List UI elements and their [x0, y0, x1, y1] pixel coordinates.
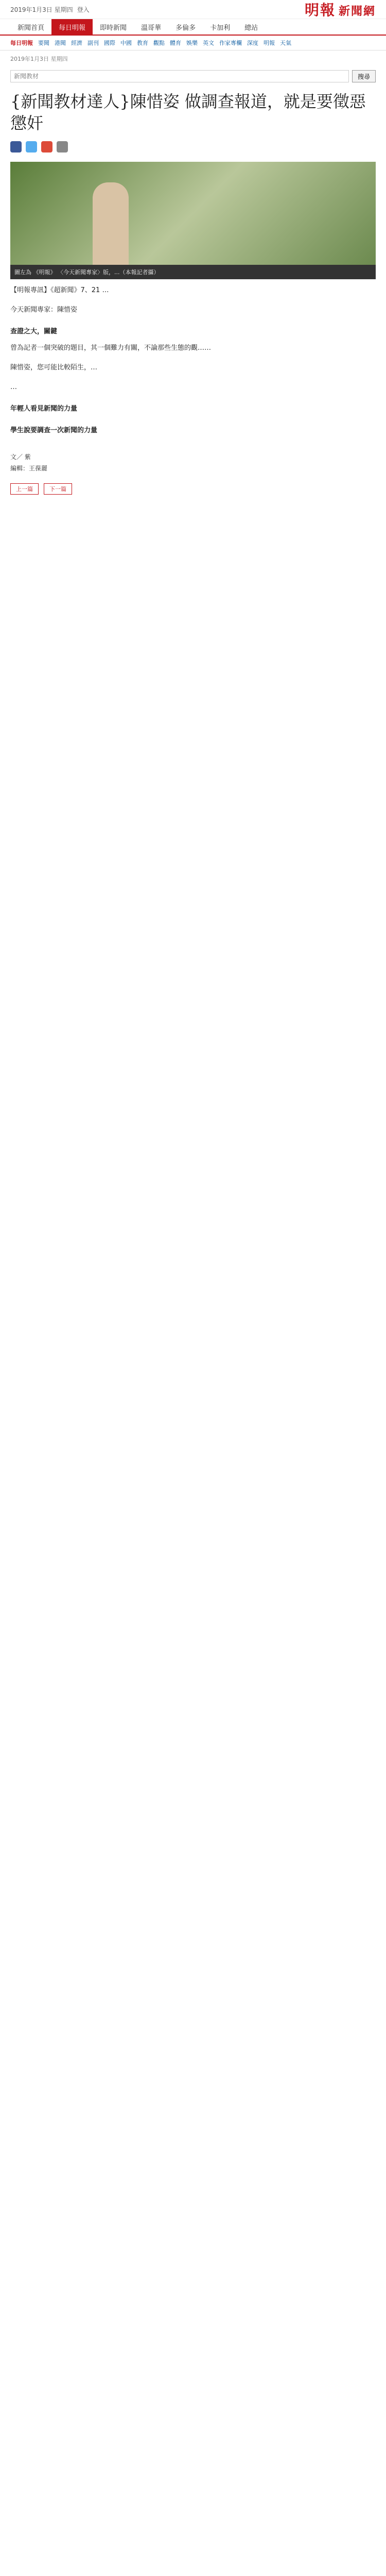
- tab-4[interactable]: 多倫多: [176, 24, 196, 32]
- pager: [0, 479, 386, 499]
- subnav-item-14[interactable]: 天氣: [280, 40, 291, 46]
- section-heading: 年輕人看見新聞的力量: [10, 405, 78, 413]
- headline: {新聞教材達人}陳惜姿 做調查報道，就是要徵惡懲奸: [10, 92, 366, 133]
- subnav-item-0[interactable]: 要聞: [38, 40, 49, 46]
- brand-logo[interactable]: 明報 新聞網: [304, 2, 376, 19]
- subnav-item-3[interactable]: 副刊: [87, 40, 99, 46]
- paragraph: 今天新聞專家：陳惜姿: [10, 306, 78, 314]
- login-link[interactable]: 登入: [77, 6, 90, 13]
- tab-2[interactable]: 即時新聞: [100, 24, 127, 32]
- section-heading: 學生說要調查一次新聞的力量: [10, 427, 98, 434]
- subnav-item-1[interactable]: 港聞: [55, 40, 66, 46]
- subnav-item-6[interactable]: 教育: [137, 40, 148, 46]
- search-button[interactable]: 搜尋: [352, 70, 376, 82]
- subnav-item-4[interactable]: 國際: [104, 40, 115, 46]
- editor: 編輯：王葆麗: [10, 465, 48, 472]
- subnav-label: 每日明報: [10, 40, 33, 46]
- subnav-item-8[interactable]: 體育: [170, 40, 181, 46]
- subnav-item-9[interactable]: 娛樂: [186, 40, 198, 46]
- tab-5[interactable]: 卡加利: [210, 24, 231, 32]
- facebook-icon[interactable]: [10, 141, 22, 152]
- subnav-item-12[interactable]: 深度: [247, 40, 258, 46]
- google-plus-icon[interactable]: [41, 141, 52, 152]
- subnav-item-2[interactable]: 經濟: [71, 40, 82, 46]
- article-footer: [0, 446, 386, 479]
- author: 文／ 紫: [10, 453, 31, 461]
- breadcrumb: 2019年1月3日 星期四: [10, 56, 68, 62]
- photo-caption: 圖左為 《明報》 〈今天新聞專家〉版，...（本報記者攝）: [10, 265, 376, 279]
- date-label: 2019年1月3日 星期四: [10, 6, 73, 13]
- search-row: [0, 67, 386, 86]
- tab-0[interactable]: 新聞首頁: [17, 24, 45, 32]
- main-nav: [0, 19, 386, 36]
- page: [0, 0, 386, 499]
- sub-nav: [0, 36, 386, 50]
- section-heading: 查證之大，關鍵: [10, 328, 58, 335]
- paragraph: …: [10, 383, 17, 391]
- search-input[interactable]: [10, 70, 349, 82]
- pager-link-1[interactable]: 下一篇: [44, 483, 72, 495]
- article-body: [0, 279, 386, 446]
- paragraph: 陳惜姿，您可能比較陌生，…: [10, 364, 98, 371]
- tab-6[interactable]: 總站: [244, 24, 258, 32]
- subnav-item-11[interactable]: 作家專欄: [219, 40, 242, 46]
- subnav-item-7[interactable]: 觀點: [153, 40, 165, 46]
- paragraph: 【明報專訊】《超新聞》7、21 …: [10, 286, 109, 294]
- top-bar: [0, 0, 386, 19]
- pager-link-0[interactable]: 上一篇: [10, 483, 39, 495]
- tab-3[interactable]: 溫哥華: [141, 24, 162, 32]
- twitter-icon[interactable]: [26, 141, 37, 152]
- subnav-item-5[interactable]: 中國: [120, 40, 132, 46]
- subnav-item-10[interactable]: 英文: [203, 40, 214, 46]
- tab-1[interactable]: 每日明報: [51, 19, 93, 35]
- share-bar: [0, 138, 386, 158]
- article-photo: [10, 162, 376, 265]
- paragraph: 曾為記者一個突破的題目，其一個難力有關，不論那些生態的觀……: [10, 344, 212, 352]
- print-icon[interactable]: [57, 141, 68, 152]
- subnav-item-13[interactable]: 明報: [264, 40, 275, 46]
